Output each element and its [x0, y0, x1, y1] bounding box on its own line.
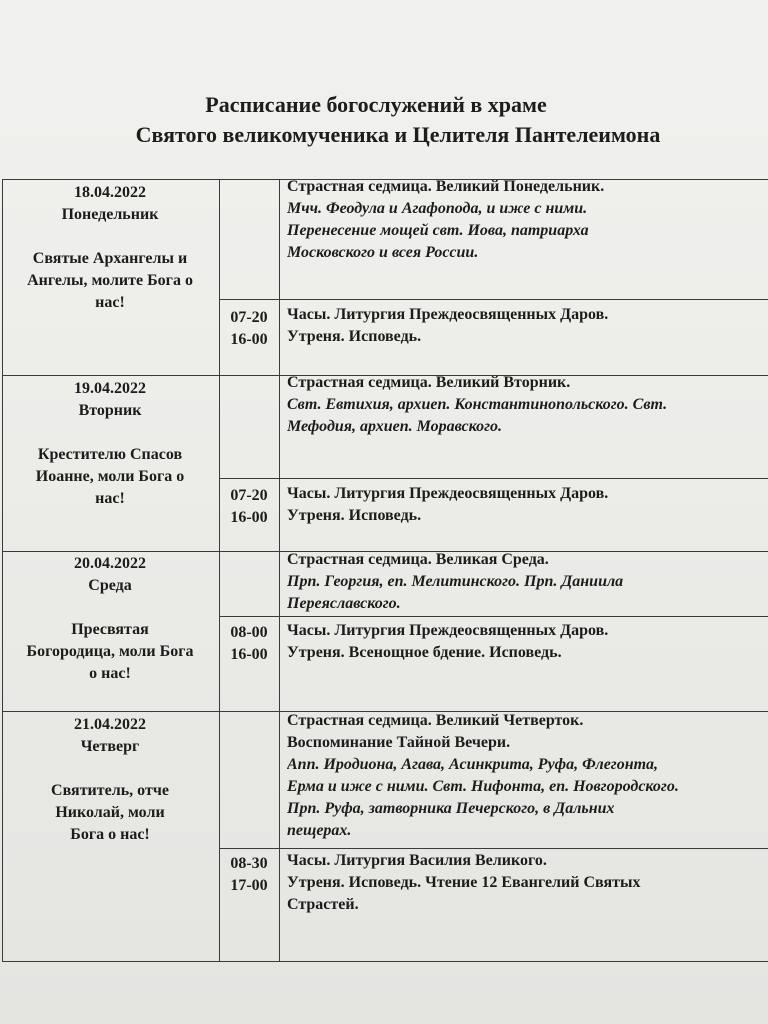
feast-commemoration: Апп. Иродиона, Агава, Асинкрита, Руфа, Флегонта, [287, 756, 659, 773]
day-prayer [2, 780, 218, 846]
service-line: Часы. Литургия Преждеосвященных Даров. [287, 622, 609, 639]
service-line: Утреня. Исповедь. [287, 328, 422, 345]
service-time: 07-20 [230, 309, 268, 326]
day-weekday: Четверг [80, 738, 140, 755]
feast-title: Страстная седмица. Великая Среда. [287, 551, 549, 568]
services-wednesday [287, 620, 767, 664]
prayer-line: нас! [95, 490, 125, 507]
document-title-line2: Святого великомученика и Целителя Пантелеимона [135, 122, 661, 147]
service-time: 08-30 [230, 855, 268, 872]
feast-commemoration: Мефодия, архиеп. Моравского. [287, 418, 503, 435]
service-time: 08-00 [230, 624, 268, 641]
service-line: Часы. Литургия Василия Великого. [287, 852, 547, 869]
feast-cell-tuesday [287, 372, 767, 438]
prayer-line: Богородица, моли Бога [26, 643, 194, 660]
feast-title: Страстная седмица. Великий Четверток. [287, 712, 584, 729]
day-date: 21.04.2022 [74, 716, 146, 733]
service-times-tuesday [220, 485, 278, 529]
services-monday [287, 304, 767, 348]
day-date: 19.04.2022 [74, 380, 146, 397]
feast-commemoration: Ерма и иже с ними. Свт. Нифонта, еп. Новгородского. [287, 778, 679, 795]
prayer-line: Николай, моли [55, 804, 165, 821]
prayer-line: Святые Архангелы и [32, 250, 188, 267]
service-line: Страстей. [287, 896, 359, 913]
sub-divider-4 [219, 848, 768, 849]
feast-commemoration: Прп. Руфа, затворника Печерского, в Дальних [287, 800, 615, 817]
day-date: 20.04.2022 [74, 555, 146, 572]
day-date: 18.04.2022 [74, 184, 146, 201]
day-cell-wednesday [2, 553, 218, 685]
feast-commemoration: пещерах. [287, 822, 352, 839]
feast-title: Страстная седмица. Великий Вторник. [287, 374, 571, 391]
document-title-line1: Расписание богослужений в храме [205, 92, 547, 117]
day-weekday: Понедельник [61, 206, 159, 223]
feast-commemoration: Московского и всея России. [287, 244, 479, 261]
feast-commemoration: Прп. Георгия, еп. Мелитинского. Прп. Даниила [287, 573, 624, 590]
feast-commemoration: Переяславского. [287, 595, 401, 612]
day-prayer [2, 444, 218, 510]
column-divider-day [219, 179, 220, 961]
service-time: 07-20 [230, 487, 268, 504]
services-tuesday [287, 483, 767, 527]
feast-commemoration: Мчч. Феодула и Агафопода, и иже с ними. [287, 200, 588, 217]
service-line: Часы. Литургия Преждеосвященных Даров. [287, 485, 609, 502]
day-prayer [2, 248, 218, 314]
service-line: Утреня. Исповедь. [287, 507, 422, 524]
service-time: 16-00 [230, 509, 268, 526]
service-line: Утреня. Исповедь. Чтение 12 Евангелий Святых [287, 874, 641, 891]
prayer-line: Иоанне, моли Бога о [35, 468, 185, 485]
feast-cell-wednesday [287, 549, 767, 615]
prayer-line: о нас! [89, 665, 131, 682]
sub-divider-3 [219, 616, 768, 617]
day-cell-monday [2, 182, 218, 314]
sub-divider-2 [219, 478, 768, 479]
service-time: 16-00 [230, 646, 268, 663]
feast-commemoration: Перенесение мощей свт. Иова, патриарха [287, 222, 589, 239]
service-times-wednesday [220, 622, 278, 666]
feast-commemoration: Свт. Евтихия, архиеп. Константинопольского. Свт. [287, 396, 668, 413]
feast-cell-thursday [287, 710, 767, 842]
service-line: Утреня. Всенощное бдение. Исповедь. [287, 644, 562, 661]
column-divider-time [279, 179, 280, 961]
feast-title: Воспоминание Тайной Вечери. [287, 734, 511, 751]
feast-cell-monday [287, 176, 767, 264]
service-time: 17-00 [230, 877, 268, 894]
prayer-line: нас! [95, 294, 125, 311]
day-weekday: Среда [88, 577, 132, 594]
table-border-bottom [2, 961, 768, 962]
prayer-line: Святитель, отче [51, 782, 169, 799]
prayer-line: Пресвятая [71, 621, 149, 638]
sub-divider-1 [219, 299, 768, 300]
feast-title: Страстная седмица. Великий Понедельник. [287, 178, 605, 195]
day-cell-thursday [2, 714, 218, 846]
service-times-monday [220, 307, 278, 351]
services-thursday [287, 850, 767, 916]
day-prayer [2, 619, 218, 685]
prayer-line: Ангелы, молите Бога о [27, 272, 193, 289]
prayer-line: Бога о нас! [70, 826, 150, 843]
service-times-thursday [220, 853, 278, 897]
service-time: 16-00 [230, 331, 268, 348]
day-cell-tuesday [2, 378, 218, 510]
service-line: Часы. Литургия Преждеосвященных Даров. [287, 306, 609, 323]
prayer-line: Крестителю Спасов [37, 446, 183, 463]
day-weekday: Вторник [78, 402, 142, 419]
